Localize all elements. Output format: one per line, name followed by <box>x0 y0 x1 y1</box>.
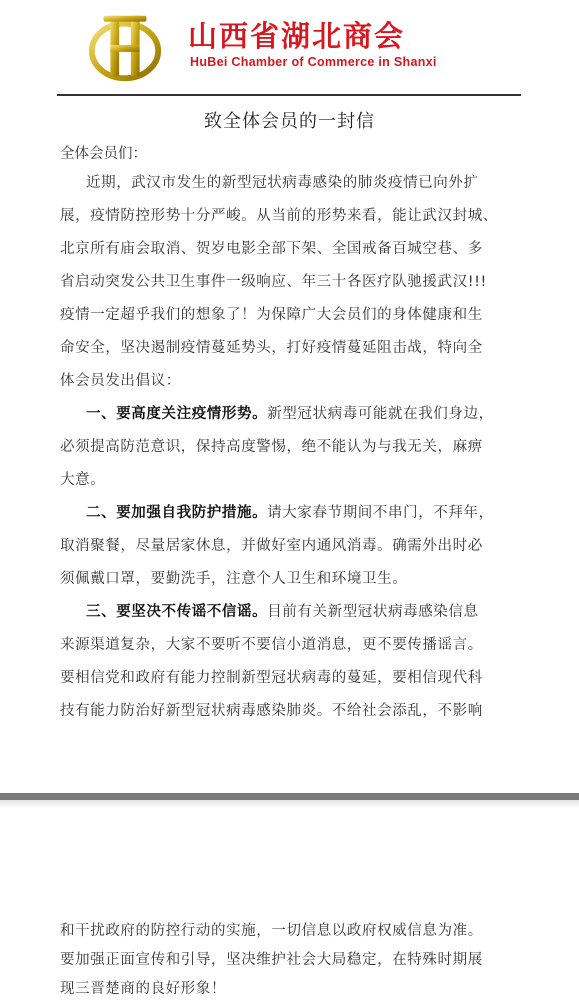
body-line <box>60 269 540 295</box>
section-heading: 一、要高度关注疫情形势。 <box>86 406 268 422</box>
page-divider <box>0 793 579 800</box>
body-line <box>60 566 540 592</box>
letterhead <box>0 0 579 96</box>
letter-title: 致全体会员的一封信 <box>204 111 375 132</box>
body-text: 体会员发出倡议： <box>60 373 181 389</box>
body-text: 技有能力防治好新型冠状病毒感染肺炎。不给社会添乱，不影响 <box>60 703 483 719</box>
body-text: 目前有关新型冠状病毒感染信息 <box>267 604 479 620</box>
body-text: 须佩戴口罩，要勤洗手，注意个人卫生和环境卫生。 <box>60 571 408 587</box>
body-line <box>60 500 566 526</box>
body-line <box>60 467 540 493</box>
body-line <box>60 533 540 559</box>
page-divider-shadow <box>0 800 579 808</box>
body-text: 取消聚餐，尽量居家休息，并做好室内通风消毒。确需外出时必 <box>60 538 483 554</box>
body-line <box>60 335 540 361</box>
body-line <box>60 665 540 691</box>
body-line <box>60 401 566 427</box>
body-line <box>60 918 540 944</box>
body-line <box>60 302 540 328</box>
body-text: 近期，武汉市发生的新型冠状病毒感染的肺炎疫情已向外扩 <box>86 175 479 191</box>
body-line <box>60 698 540 724</box>
body-line <box>60 599 566 625</box>
org-name-cn: 山西省湖北商会 <box>188 19 406 53</box>
body-text: 和干扰政府的防控行动的实施，一切信息以政府权威信息为准。 <box>60 923 483 939</box>
salutation: 全体会员们： <box>60 146 147 162</box>
body-text: 必须提高防范意识，保持高度警惕，绝不能认为与我无关，麻痹 <box>60 439 483 455</box>
body-line <box>60 976 540 1002</box>
body-line <box>60 170 566 196</box>
header-rule <box>57 94 521 96</box>
body-text: 要相信党和政府有能力控制新型冠状病毒的蔓延，要相信现代科 <box>60 670 483 686</box>
body-line <box>60 368 540 394</box>
body-text: 要加强正面宣传和引导，坚决维护社会大局稳定，在特殊时期展 <box>60 952 483 968</box>
body-text: 展，疫情防控形势十分严峻。从当前的形势来看，能让武汉封城、 <box>60 208 498 224</box>
body-text: 来源渠道复杂，大家不要听不要信小道消息，更不要传播谣言。 <box>60 637 483 653</box>
body-text: 新型冠状病毒可能就在我们身边， <box>267 406 494 422</box>
body-text: 现三晋楚商的良好形象！ <box>60 981 227 997</box>
body-text: 大意。 <box>60 472 106 488</box>
body-line <box>60 203 540 229</box>
body-text: 北京所有庙会取消、贺岁电影全部下架、全国戒备百城空巷、多 <box>60 241 483 257</box>
body-text: 疫情一定超乎我们的想象了！为保障广大会员们的身体健康和生 <box>60 307 483 323</box>
body-text: 请大家春节期间不串门，不拜年， <box>267 505 494 521</box>
body-text: 命安全，坚决遏制疫情蔓延势头，打好疫情蔓延阻击战，特向全 <box>60 340 483 356</box>
body-line <box>60 434 540 460</box>
body-text: 省启动突发公共卫生事件一级响应、年三十各医疗队驰援武汉!!! <box>60 274 487 290</box>
section-heading: 二、要加强自我防护措施。 <box>86 505 268 521</box>
section-heading: 三、要坚决不传谣不信谣。 <box>86 604 268 620</box>
chamber-logo-icon <box>86 8 164 86</box>
body-line <box>60 236 540 262</box>
body-line <box>60 632 540 658</box>
body-line <box>60 947 540 973</box>
org-name-en: HuBei Chamber of Commerce in Shanxi <box>190 55 437 69</box>
